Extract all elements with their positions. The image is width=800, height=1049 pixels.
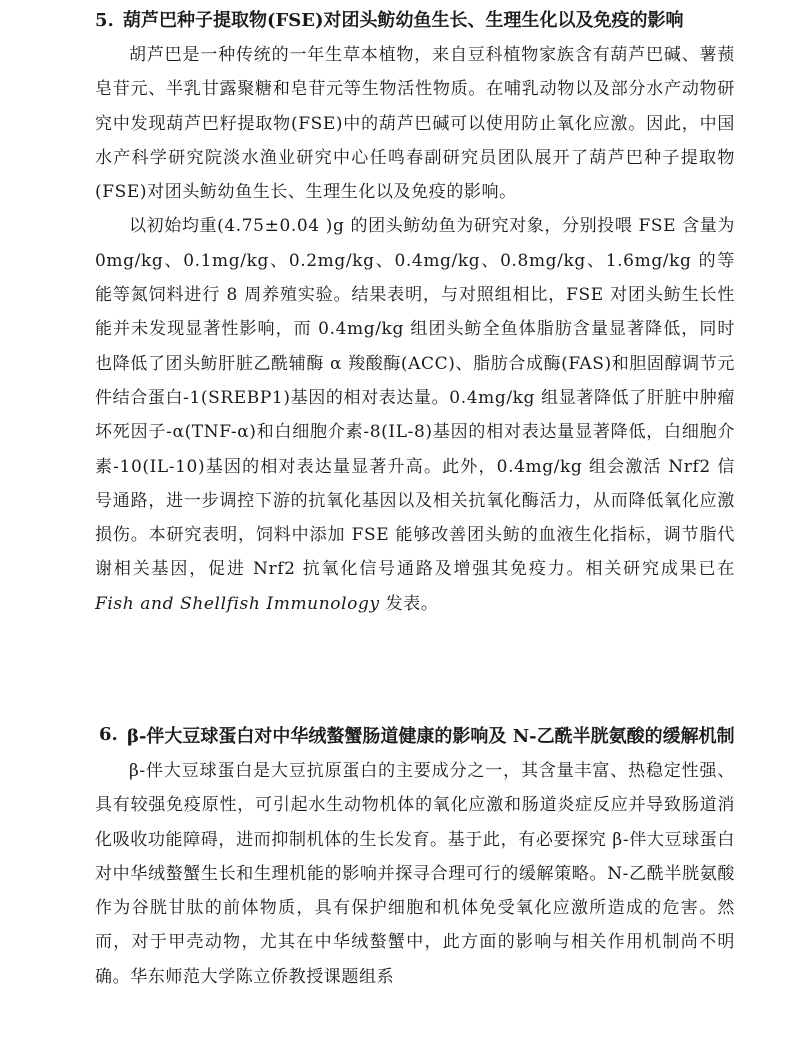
section-6: [95, 718, 735, 994]
section-5-title: 葫芦巴种子提取物(FSE)对团头鲂幼鱼生长、生理生化以及免疫的影响: [123, 10, 684, 31]
section-6-number: 6.: [99, 724, 118, 745]
journal-name: Fish and Shellfish Immunology: [95, 593, 380, 614]
section-5-heading: [95, 4, 735, 38]
section-5-paragraph-2-end: 发表。: [379, 593, 439, 614]
section-6-title: β-伴大豆球蛋白对中华绒螯蟹肠道健康的影响及 N-乙酰半胱氨酸的缓解机制: [127, 726, 735, 747]
section-5-number: 5.: [95, 10, 114, 31]
section-6-heading: [99, 718, 735, 756]
section-5-paragraph-2-main: 以初始均重(4.75±0.04 )g 的团头鲂幼鱼为研究对象，分别投喂 FSE 含量为 0mg/kg、0.1mg/kg、0.2mg/kg、0.4mg/kg、0.8mg/kg、1.6mg/kg 的等能等氮饲料进行 8 周养殖实验。结果表明，与对照组相比，FSE 对团头鲂生长性能并未发现显著性影响，而 0.4mg/kg 组团头鲂全鱼体脂肪含量显著降低，同时也降低了团头鲂肝脏乙酰辅酶 α 羧酸酶(ACC)、脂肪合成酶(FAS)和胆固醇调节元件结合蛋白-1(SREBP1)基因的相对表达量。0.4mg/kg 组显著降低了肝脏中肿瘤坏死因子-α(TNF-α)和白细胞介素-8(IL-8)基因的相对表达量显著降低，白细胞介素-10(IL-10)基因的相对表达量显著升高。此外，0.4mg/kg 组会激活 Nrf2 信号通路，进一步调控下游的抗氧化基因以及相关抗氧化酶活力，从而降低氧化应激损伤。本研究表明，饲料中添加 FSE 能够改善团头鲂的血液生化指标，调节脂代谢相关基因，促进 Nrf2 抗氧化信号通路及增强其免疫力。相关研究成果已在: [95, 216, 735, 580]
section-5-paragraph-1: 胡芦巴是一种传统的一年生草本植物，来自豆科植物家族含有葫芦巴碱、薯蓣皂苷元、半乳甘露聚糖和皂苷元等生物活性物质。在哺乳动物以及部分水产动物研究中发现葫芦巴籽提取物(FSE)中的葫芦巴碱可以使用防止氧化应激。因此，中国水产科学研究院淡水渔业研究中心任鸣春副研究员团队展开了葫芦巴种子提取物(FSE)对团头鲂幼鱼生长、生理生化以及免疫的影响。: [95, 45, 735, 203]
section-5: [95, 4, 735, 621]
section-5-paragraph-2: [95, 209, 735, 621]
section-6-paragraph-1: β-伴大豆球蛋白是大豆抗原蛋白的主要成分之一，其含量丰富、热稳定性强、具有较强免疫原性，可引起水生动物机体的氧化应激和肠道炎症反应并导致肠道消化吸收功能障碍，进而抑制机体的生长发育。基于此，有必要探究 β-伴大豆球蛋白对中华绒螯蟹生长和生理机能的影响并探寻合理可行的缓解策略。N-乙酰半胱氨酸作为谷胱甘肽的前体物质，具有保护细胞和机体免受氧化应激所造成的危害。然而，对于甲壳动物，尤其在中华绒螯蟹中，此方面的影响与相关作用机制尚不明确。华东师范大学陈立侨教授课题组系: [95, 761, 735, 987]
